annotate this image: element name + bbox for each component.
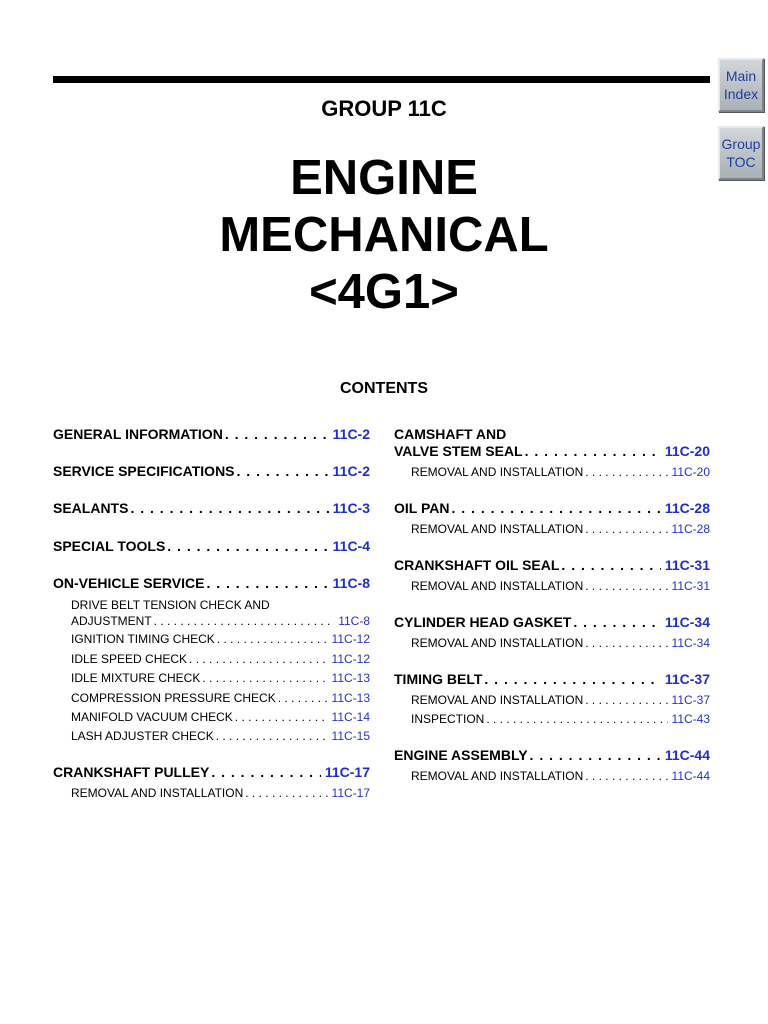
toc-label: IDLE MIXTURE CHECK xyxy=(71,671,201,685)
leader-dots xyxy=(233,710,328,724)
leader-dots xyxy=(583,769,667,783)
leader-dots xyxy=(583,579,667,593)
toc-page-link[interactable]: 11C-2 xyxy=(332,426,370,442)
leader-dots xyxy=(223,426,329,442)
toc-page-link[interactable]: 11C-31 xyxy=(664,557,710,573)
leader-dots xyxy=(583,522,667,536)
toc-label: ON-VEHICLE SERVICE xyxy=(53,575,205,591)
toc-entry-compression[interactable] xyxy=(71,691,370,707)
leader-dots xyxy=(528,747,661,763)
toc-entry-crankshaft-pulley[interactable] xyxy=(53,764,370,782)
toc-label: SERVICE SPECIFICATIONS xyxy=(53,463,235,479)
leader-dots xyxy=(583,636,667,650)
toc-label: INSPECTION xyxy=(411,712,485,726)
toc-label: ADJUSTMENT xyxy=(71,614,152,628)
toc-page-link[interactable]: 11C-34 xyxy=(664,614,710,630)
header-rule xyxy=(53,76,710,83)
toc-label: REMOVAL AND INSTALLATION xyxy=(411,769,584,783)
toc-page-link[interactable]: 11C-37 xyxy=(671,693,710,707)
toc-page-link[interactable]: 11C-12 xyxy=(331,632,370,646)
toc-label: VALVE STEM SEAL xyxy=(394,443,523,459)
toc-entry-timing-belt[interactable] xyxy=(394,671,710,689)
toc-page-link[interactable]: 11C-4 xyxy=(332,538,370,554)
leader-dots xyxy=(523,443,661,459)
toc-entry-cylinder-head-gasket[interactable] xyxy=(394,614,710,632)
title-line-1: ENGINE xyxy=(290,151,478,205)
leader-dots xyxy=(200,671,327,685)
toc-label: REMOVAL AND INSTALLATION xyxy=(71,786,244,800)
toc-page-link[interactable]: 11C-37 xyxy=(664,671,710,687)
leader-dots xyxy=(235,463,329,479)
toc-entry-lash-adjuster[interactable] xyxy=(71,729,370,745)
toc-page-link[interactable]: 11C-13 xyxy=(331,671,370,685)
leader-dots xyxy=(215,632,328,646)
toc-page-link[interactable]: 11C-20 xyxy=(664,443,710,459)
main-index-label-line2: Index xyxy=(723,86,759,102)
leader-dots xyxy=(484,712,667,726)
toc-label: GENERAL INFORMATION xyxy=(53,426,223,442)
toc-entry-timing-belt-inspection[interactable] xyxy=(411,712,710,728)
toc-page-link[interactable]: 11C-43 xyxy=(671,712,710,726)
contents-heading: CONTENTS xyxy=(340,380,428,397)
toc-entry-timing-belt-removal[interactable] xyxy=(411,693,710,709)
leader-dots xyxy=(450,500,661,516)
leader-dots xyxy=(214,729,328,743)
toc-page-link[interactable]: 11C-2 xyxy=(332,463,370,479)
toc-label: OIL PAN xyxy=(394,500,450,516)
toc-label: TIMING BELT xyxy=(394,671,483,687)
toc-label: CYLINDER HEAD GASKET xyxy=(394,614,572,630)
toc-entry-crankshaft-pulley-removal[interactable] xyxy=(71,786,370,802)
toc-page-link[interactable]: 11C-15 xyxy=(331,729,370,743)
toc-page-link[interactable]: 11C-17 xyxy=(324,764,370,780)
toc-label: REMOVAL AND INSTALLATION xyxy=(411,636,584,650)
toc-entry-engine-assembly[interactable] xyxy=(394,747,710,765)
leader-dots xyxy=(243,786,327,800)
toc-page-link[interactable]: 11C-17 xyxy=(331,786,370,800)
toc-entry-drive-belt[interactable] xyxy=(71,614,370,630)
leader-dots xyxy=(128,500,328,516)
toc-page-link[interactable]: 11C-3 xyxy=(332,500,370,516)
group-label: GROUP 11C xyxy=(321,96,447,121)
toc-entry-engine-assembly-removal[interactable] xyxy=(411,769,710,785)
toc-page-link[interactable]: 11C-13 xyxy=(331,691,370,705)
toc-label: MANIFOLD VACUUM CHECK xyxy=(71,710,233,724)
leader-dots xyxy=(152,614,335,628)
toc-entry-sealants[interactable] xyxy=(53,500,370,518)
leader-dots xyxy=(583,693,667,707)
page-title xyxy=(0,150,768,321)
toc-page-link[interactable]: 11C-28 xyxy=(664,500,710,516)
toc-page-link[interactable]: 11C-12 xyxy=(331,652,370,666)
toc-label: LASH ADJUSTER CHECK xyxy=(71,729,214,743)
toc-page-link[interactable]: 11C-44 xyxy=(671,769,710,783)
toc-entry-service-specifications[interactable] xyxy=(53,463,370,481)
toc-label: SPECIAL TOOLS xyxy=(53,538,166,554)
main-index-label-line1: Main xyxy=(725,68,757,84)
toc-entry-special-tools[interactable] xyxy=(53,538,370,556)
toc-label: CRANKSHAFT OIL SEAL xyxy=(394,557,560,573)
toc-page-link[interactable]: 11C-28 xyxy=(671,522,710,536)
toc-entry-idle-mixture[interactable] xyxy=(71,671,370,687)
toc-label: IGNITION TIMING CHECK xyxy=(71,632,215,646)
toc-page-link[interactable]: 11C-34 xyxy=(671,636,710,650)
toc-label: REMOVAL AND INSTALLATION xyxy=(411,579,584,593)
toc-page-link[interactable]: 11C-31 xyxy=(671,579,710,593)
toc-entry-ignition-timing[interactable] xyxy=(71,632,370,648)
toc-entry-crankshaft-oil-seal-removal[interactable] xyxy=(411,579,710,595)
toc-label: REMOVAL AND INSTALLATION xyxy=(411,522,584,536)
toc-page-link[interactable]: 11C-8 xyxy=(332,575,370,591)
toc-label-drive-belt-line1: DRIVE BELT TENSION CHECK AND xyxy=(71,598,270,612)
leader-dots xyxy=(276,691,328,705)
toc-entry-camshaft[interactable] xyxy=(394,443,710,461)
group-toc-label-line1: Group xyxy=(721,136,761,152)
toc-label: ENGINE ASSEMBLY xyxy=(394,747,528,763)
toc-label-camshaft-line1: CAMSHAFT AND xyxy=(394,426,507,442)
leader-dots xyxy=(165,538,328,554)
toc-page-link[interactable]: 11C-14 xyxy=(331,710,370,724)
toc-entry-on-vehicle-service[interactable] xyxy=(53,575,370,593)
leader-dots xyxy=(482,671,660,687)
toc-page-link[interactable]: 11C-44 xyxy=(664,747,710,763)
toc-label: CRANKSHAFT PULLEY xyxy=(53,764,210,780)
toc-entry-camshaft-removal[interactable] xyxy=(411,465,710,481)
toc-label: SEALANTS xyxy=(53,500,129,516)
leader-dots xyxy=(571,614,660,630)
toc-entry-crankshaft-oil-seal[interactable] xyxy=(394,557,710,575)
toc-entry-cylinder-head-gasket-removal[interactable] xyxy=(411,636,710,652)
title-line-2: MECHANICAL xyxy=(219,208,549,262)
toc-entry-oil-pan[interactable] xyxy=(394,500,710,518)
toc-entry-manifold-vacuum[interactable] xyxy=(71,710,370,726)
toc-label: REMOVAL AND INSTALLATION xyxy=(411,465,584,479)
toc-label: COMPRESSION PRESSURE CHECK xyxy=(71,691,276,705)
toc-label: IDLE SPEED CHECK xyxy=(71,652,188,666)
group-toc-label-line2: TOC xyxy=(726,154,756,170)
toc-entry-idle-speed[interactable] xyxy=(71,652,370,668)
leader-dots xyxy=(209,764,321,780)
leader-dots xyxy=(559,557,660,573)
toc-entry-oil-pan-removal[interactable] xyxy=(411,522,710,538)
toc-label: REMOVAL AND INSTALLATION xyxy=(411,693,584,707)
toc-page-link[interactable]: 11C-20 xyxy=(671,465,710,479)
leader-dots xyxy=(204,575,328,591)
leader-dots xyxy=(187,652,327,666)
toc-page-link[interactable]: 11C-8 xyxy=(338,614,370,628)
leader-dots xyxy=(583,465,667,479)
toc-entry-general-information[interactable] xyxy=(53,426,370,444)
title-line-3: <4G1> xyxy=(309,265,459,319)
